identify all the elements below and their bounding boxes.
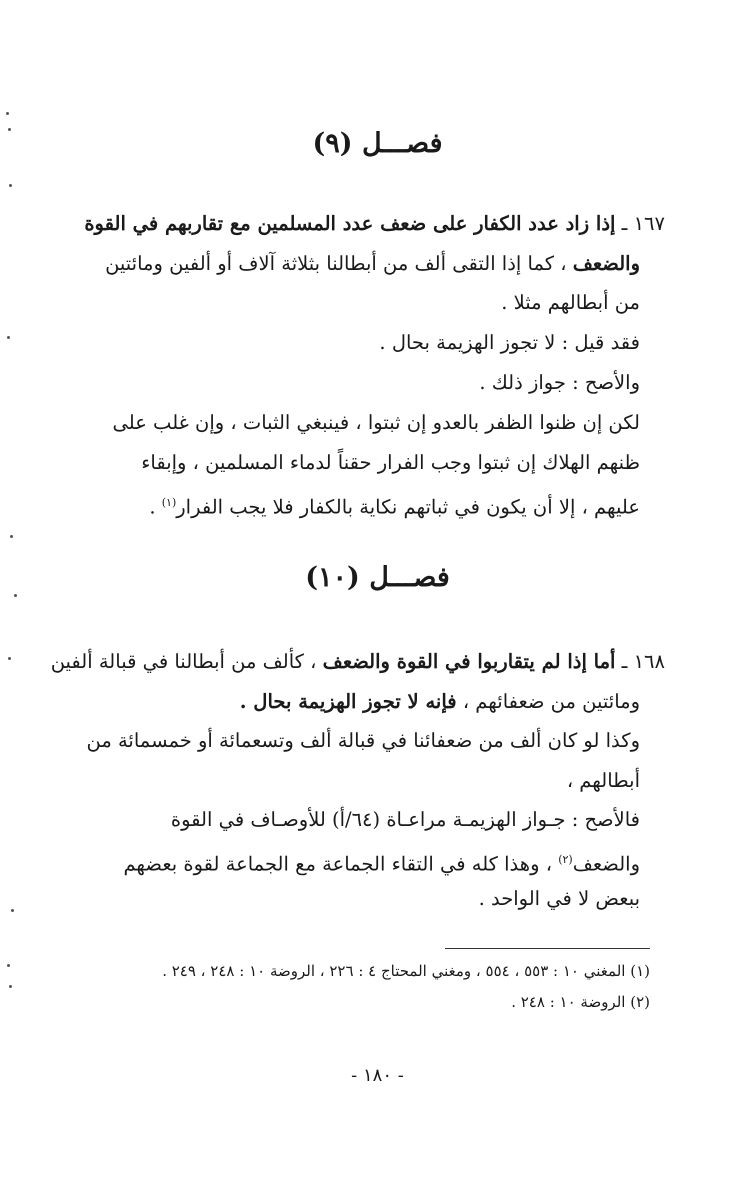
para-167-line-3: من أبطالهم مثلا .: [501, 291, 640, 314]
paragraph-number: ١٦٨ ـ: [621, 650, 665, 673]
para-168-line-1: [51, 644, 665, 680]
text-run: والضعف: [572, 852, 640, 876]
text-run: ، كألف من أبطالنا في قبالة ألفين: [50, 650, 317, 673]
paragraph-heading: إذا زاد عدد الكفار على ضعف عدد المسلمين مع تقاربهم في القوة: [84, 212, 616, 235]
footnote-separator: [445, 948, 650, 949]
scan-speck: [14, 594, 17, 597]
para-168-line-2: [240, 684, 640, 720]
para-168-line-4: أبطالهم ،: [566, 769, 640, 792]
scan-speck: [10, 535, 13, 538]
para-168-line-7: ببعض لا في الواحد .: [478, 887, 640, 910]
para-167-line-1: [84, 206, 665, 242]
text-run: ومائتين من ضعفائهم ،: [462, 690, 640, 713]
text-run: ، كما إذا التقى ألف من أبطالنا بثلاثة آلاف أو ألفين ومائتين: [105, 252, 567, 275]
section-9-title: فصـــل (٩): [312, 128, 443, 159]
scan-speck: [11, 909, 14, 912]
para-167-line-6: لكن إن ظنوا الظفر بالعدو إن ثبتوا ، فينبغي الثبات ، وإن غلب على: [112, 411, 640, 434]
text-run: عليهم ، إلا أن يكون في ثباتهم نكاية بالكفار فلا يجب الفرار: [176, 495, 640, 519]
scan-speck: [7, 964, 10, 967]
paragraph-heading-end: والضعف: [572, 252, 640, 275]
scan-speck: [9, 184, 12, 187]
page-number: - ١٨٠ -: [351, 1065, 404, 1086]
text-run: ، وهذا كله في التقاء الجماعة مع الجماعة لقوة بعضهم: [123, 852, 559, 876]
footnote-ref: (١): [161, 496, 177, 509]
scan-speck: [7, 336, 10, 339]
para-168-line-6: [123, 842, 640, 883]
footnote-1: (١) المغني ١٠ : ٥٥٣ ، ٥٥٤ ، ومغني المحتاج ٤ : ٢٢٦ ، الروضة ١٠ : ٢٤٨ ، ٢٤٩ .: [162, 962, 650, 980]
scan-speck: [9, 985, 12, 988]
scan-speck: [6, 112, 9, 115]
para-167-line-8: [149, 485, 640, 526]
para-167-line-7: ظنهم الهلاك إن ثبتوا وجب الفرار حقناً لدماء المسلمين ، وإبقاء: [141, 451, 640, 474]
paragraph-heading: أما إذا لم يتقاربوا في القوة والضعف: [322, 650, 616, 673]
para-168-line-5: فالأصح : جـواز الهزيمـة مراعـاة (٦٤/أ) للأوصـاف في القوة: [170, 808, 640, 831]
para-167-line-4: فقد قيل : لا تجوز الهزيمة بحال .: [379, 331, 640, 354]
footnote-ref: (٢): [558, 853, 573, 866]
para-168-line-3: وكذا لو كان ألف من ضعفائنا في قبالة ألف وتسعمائة أو خمسمائة من: [86, 729, 640, 752]
scan-speck: [8, 657, 11, 660]
text-run: .: [149, 495, 162, 519]
section-10-title: فصـــل (١٠): [305, 562, 450, 593]
para-167-line-2: [105, 246, 640, 282]
paragraph-number: ١٦٧ ـ: [621, 212, 665, 235]
para-167-line-5: والأصح : جواز ذلك .: [479, 371, 640, 394]
footnote-2: (٢) الروضة ١٠ : ٢٤٨ .: [511, 993, 650, 1011]
ruling-bold: فإنه لا تجوز الهزيمة بحال .: [239, 690, 457, 713]
